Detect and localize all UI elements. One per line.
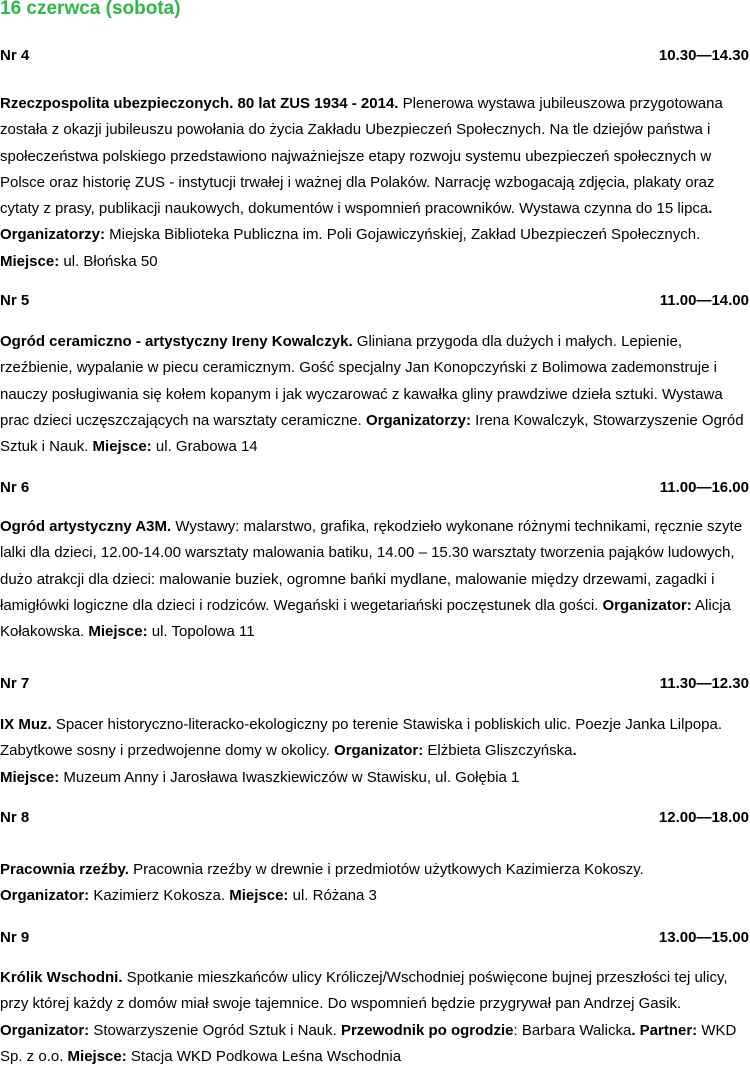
event-title: Ogród ceramiczno - artystyczny Ireny Kowalczyk. [0, 333, 353, 350]
place-value: ul. Różana 3 [288, 887, 377, 905]
organizer-label: Organizator: [0, 887, 90, 905]
partner-value: WKD Sp. z o.o. [0, 1021, 737, 1065]
event-number: Nr 7 [0, 674, 30, 692]
organizer-period: . [572, 742, 577, 760]
event-number: Nr 8 [0, 808, 30, 826]
place-label: Miejsce: [229, 887, 289, 905]
event-body: Wystawy: malarstwo, grafika, rękodzieło wykonane różnymi technikami, ręcznie szyte lalki dla dzieci, 12.00-14.00 warsztaty malowania batiku, 14.00 – 15.30 warsztaty tworzenia pająków ludowych, dużo atrakcji dla dzieci: malowanie buziek, ogromne bańki mydlane, malowanie między drzewami, zagadki i łamigłówki logiczne dla dzieci i rodziców. Wegański i wegetariański poczęstunek dla gości. [0, 518, 743, 614]
event-time: 11.00—16.00 [659, 478, 749, 496]
event-time: 11.00—14.00 [659, 291, 749, 309]
place-label: Miejsce: [0, 252, 60, 270]
event-title: Pracownia rzeźby. [0, 861, 129, 878]
place-value: ul. Grabowa 14 [151, 438, 258, 456]
event-description-nr4 [0, 91, 750, 275]
place-value: Muzeum Anny i Jarosława Iwaszkiewiczów w Stawisku, ul. Gołębia 1 [59, 768, 520, 786]
organizer-value: Stowarzyszenie Ogród Sztuk i Nauk. [89, 1021, 341, 1039]
organizer-value: Alicja Kołakowska. [0, 596, 731, 641]
place-label: Miejsce: [88, 623, 148, 641]
event-number: Nr 5 [0, 291, 30, 309]
event-title: Rzeczpospolita ubezpieczonych. 80 lat ZUS 1934 - 2014. [0, 95, 399, 112]
event-number: Nr 6 [0, 478, 30, 496]
event-header-nr9 [0, 926, 749, 948]
organizer-value: Miejska Biblioteka Publiczna im. Poli Gojawiczyńskiej, Zakład Ubezpieczeń Społecznych. [105, 226, 701, 244]
event-header-nr6 [0, 476, 749, 498]
event-body: Spacer historyczno-literacko-ekologiczny po terenie Stawiska i pobliskich ulic. Poezje Janka Lilpopa. Zabytkowe sosny i przedwojenne domy w okolicy. [0, 716, 723, 760]
event-number: Nr 9 [0, 928, 30, 946]
event-time: 11.30—12.30 [659, 674, 749, 692]
event-header-nr7 [0, 672, 749, 694]
partner-label: Partner: [639, 1021, 698, 1039]
event-description-nr6 [0, 514, 750, 645]
guide-label: Przewodnik po ogrodzie [340, 1021, 514, 1039]
event-body: Plenerowa wystawa jubileuszowa przygotowana została z okazji jubileuszu powołania do życia Zakładu Ubezpieczeń Społecznych. Na tle dziejów państwa i społeczeństwa polskiego przedstawiono najważniejsze etapy rozwoju systemu ubezpieczeń społecznych w Polsce oraz historię ZUS - instytucji trwałej i ważnej dla Polaków. Narrację wzbogacają zdjęcia, plakaty oraz cytaty z prasy, publikacji naukowych, dokumentów i wspomnień pracowników. Wystawa czynna do 15 lipca [0, 95, 723, 218]
event-title: Ogród artystyczny A3M. [0, 518, 172, 535]
guide-period: . [631, 1021, 640, 1039]
place-label: Miejsce: [67, 1047, 127, 1065]
organizer-label: Organizator: [602, 596, 692, 614]
place-value: ul. Topolowa 11 [147, 623, 255, 641]
event-description-nr8 [0, 857, 750, 910]
event-body: Pracownia rzeźby w drewnie i przedmiotów użytkowych Kazimierza Kokoszy. [128, 861, 644, 878]
event-description-nr5 [0, 329, 750, 460]
organizer-label: Organizator: [334, 742, 424, 760]
event-header-nr4 [0, 44, 749, 66]
organizer-value: Irena Kowalczyk, Stowarzyszenie Ogród Sztuk i Nauk. [0, 411, 744, 456]
place-value: ul. Błońska 50 [59, 252, 158, 270]
organizer-value: Elżbieta Gliszczyńska [423, 742, 573, 760]
place-label: Miejsce: [92, 438, 152, 456]
event-header-nr5 [0, 289, 749, 311]
organizer-label: Organizator: [0, 1021, 90, 1039]
event-time: 12.00—18.00 [658, 808, 749, 826]
event-body: Gliniana przygoda dla dużych i małych. Lepienie, rzeźbienie, wypalanie w piecu ceramicznym. Gość specjalny Jan Konopczyński z Bolimowa zademonstruje i nauczy posługiwania się kołem kopanym i jak wyczarować z kawałka gliny prawdziwe dzieła sztuki. Wystawa prac dzieci uczęszczających na warsztaty ceramiczne. [0, 333, 723, 429]
organizer-label: Organizatorzy: [365, 411, 471, 429]
place-label: Miejsce: [0, 768, 60, 786]
event-title: IX Muz. [0, 716, 52, 733]
event-description-nr7 [0, 712, 750, 791]
organizer-value: Kazimierz Kokosza. [89, 887, 230, 905]
event-number: Nr 4 [0, 46, 30, 64]
date-heading: 16 czerwca (sobota) [0, 0, 181, 19]
event-body: Spotkanie mieszkańców ulicy Króliczej/Wschodniej poświęcone bujnej przeszłości tej ulicy, przy której każdy z domów miał swoje tajemnice. Do wspomnień będzie przygrywał pan Andrzej Gasik. [0, 969, 728, 1013]
organizer-label: . Organizatorzy: [0, 200, 713, 244]
event-header-nr8 [0, 806, 749, 828]
event-time: 10.30—14.30 [658, 46, 749, 64]
event-title: Królik Wschodni. [0, 969, 123, 986]
guide-value: : Barbara Walicka [513, 1021, 632, 1039]
event-description-nr9 [0, 965, 750, 1070]
place-value: Stacja WKD Podkowa Leśna Wschodnia [126, 1047, 402, 1065]
event-time: 13.00—15.00 [658, 928, 749, 946]
